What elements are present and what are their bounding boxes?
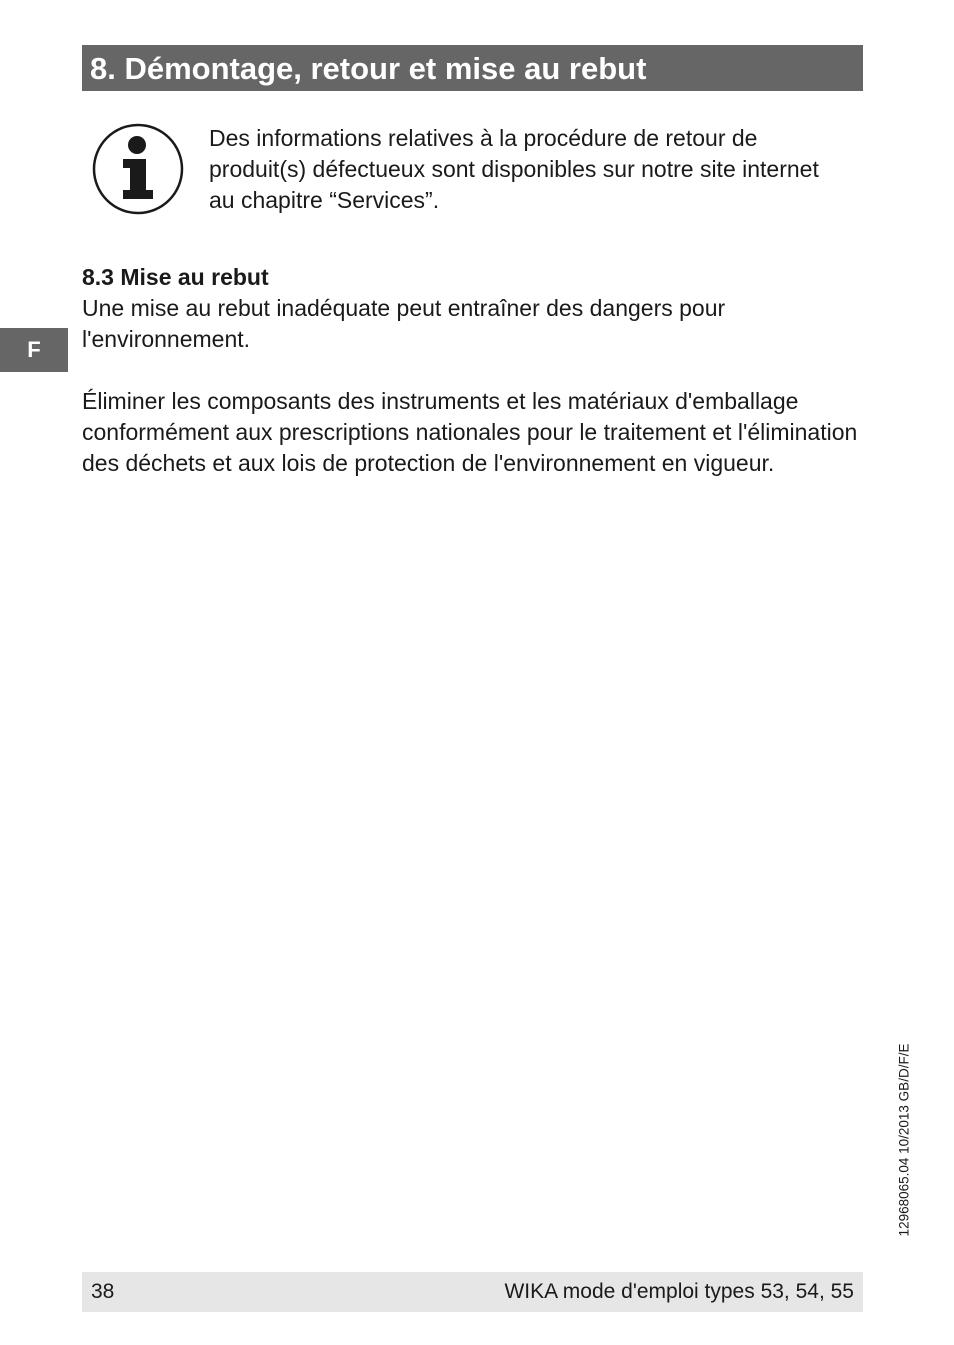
section-title-bar [82, 45, 863, 91]
footer-doc-title: WIKA mode d'emploi types 53, 54, 55 [504, 1280, 854, 1303]
disposal-section [82, 262, 862, 479]
page-number: 38 [91, 1280, 115, 1303]
language-tab-label: F [27, 337, 41, 362]
document-code: 12968065.04 10/2013 GB/D/F/E [896, 1043, 912, 1237]
section-paragraph-1: Une mise au rebut inadéquate peut entraîner des dangers pour l'environnement. [82, 295, 726, 352]
page-title: 8. Démontage, retour et mise au rebut [90, 50, 647, 86]
info-icon [92, 123, 184, 215]
section-paragraph-2: Éliminer les composants des instruments et les matériaux d'emballage conformément aux prescriptions nationales pour le traitement et l'élimination des déchets et aux lois de protection de l'environnement en vigueur. [82, 388, 858, 476]
language-tab [0, 328, 68, 372]
section-heading: 8.3 Mise au rebut [82, 264, 269, 290]
info-note-text: Des informations relatives à la procédure de retour de produit(s) défectueux sont disponibles sur notre site internet au chapitre “Services”. [209, 125, 819, 213]
page-footer [82, 1272, 863, 1312]
